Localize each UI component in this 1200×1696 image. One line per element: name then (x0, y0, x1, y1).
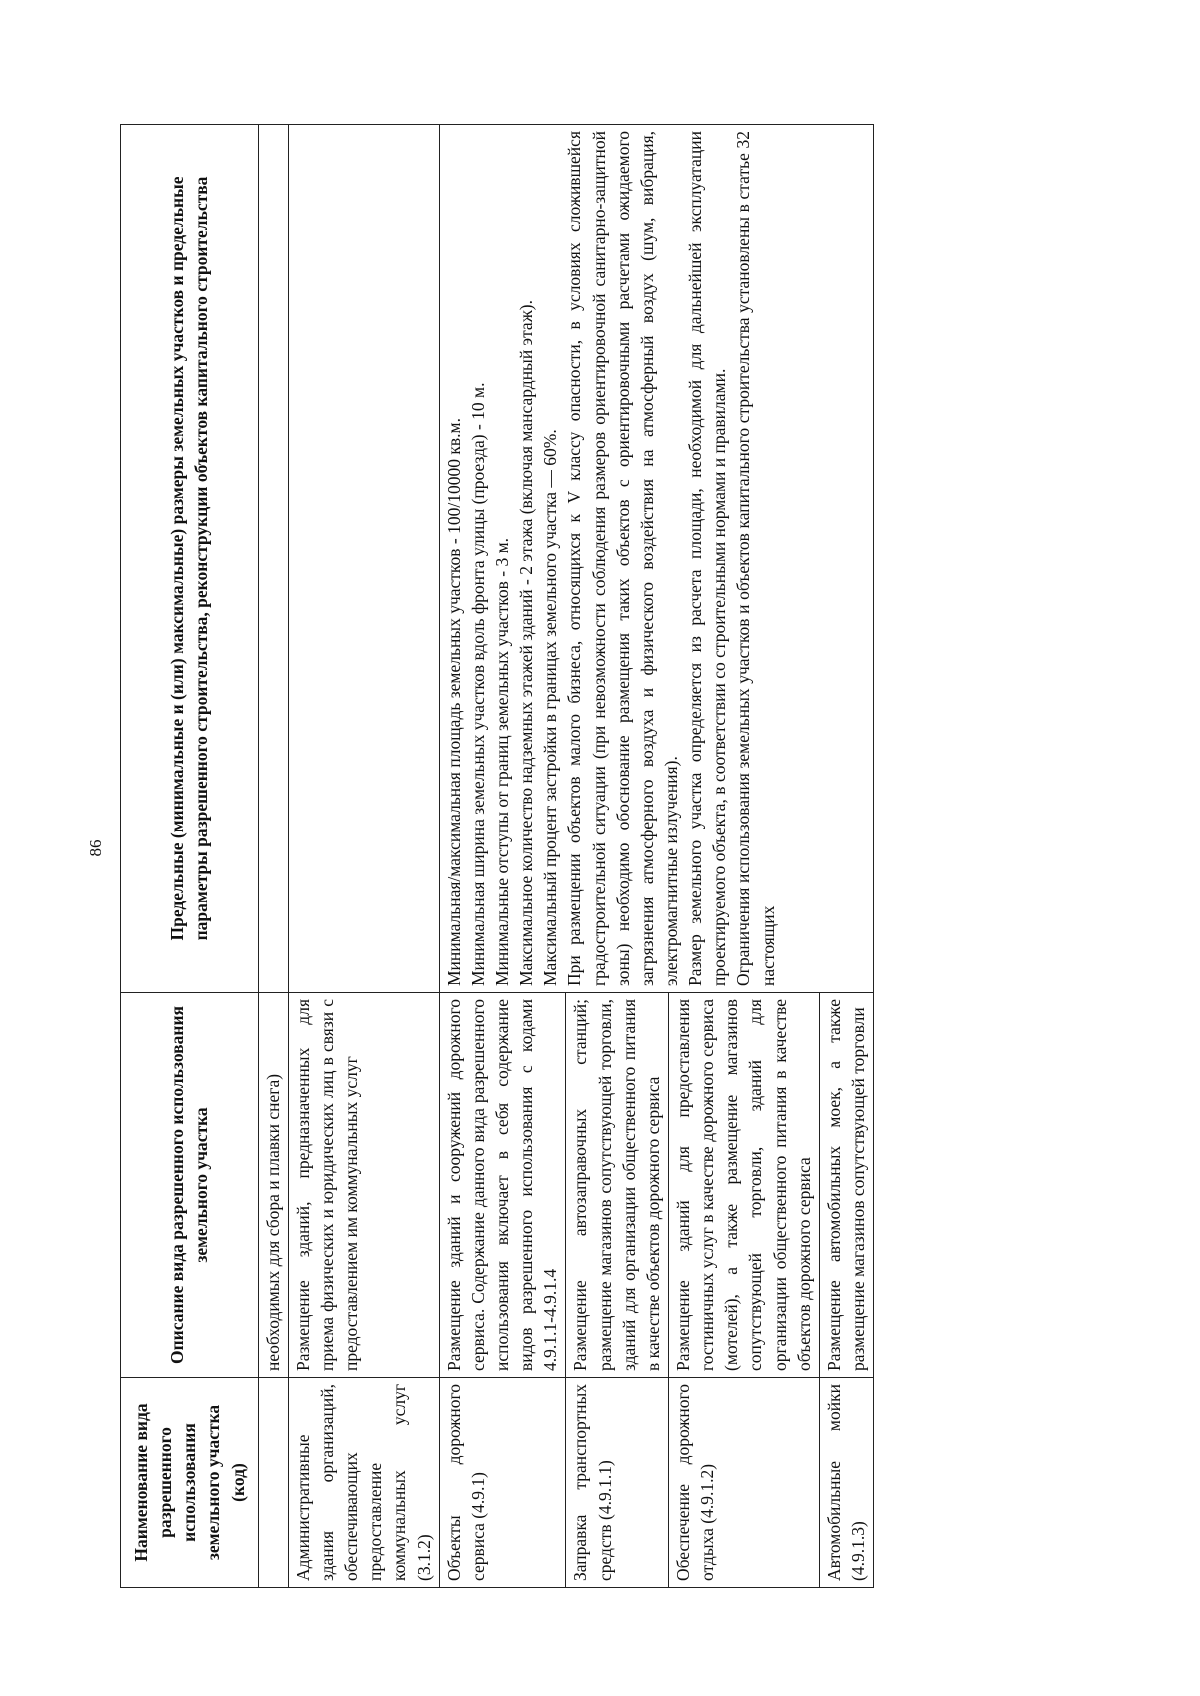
table-row (288, 125, 439, 1588)
row-name-cell: Обеспечение дорожного отдыха (4.9.1.2) (668, 1378, 819, 1588)
page-number: 86 (86, 839, 105, 857)
param-line: Размер земельного участка определяется из расчета площади, необходимой для дальнейшей эксплуатации проектируемого объекта, в соответствии со строительными нормами и правилами. (685, 131, 730, 986)
row-description-cell: Размещение автозаправочных станций; размещение магазинов сопутствующей торговли, зданий для организации общественного питания в качестве объектов дорожного сервиса (566, 993, 669, 1378)
row-name-cell: Объекты дорожного сервиса (4.9.1) (439, 1378, 566, 1588)
row-name-cell: Автомобильные мойки (4.9.1.3) (819, 1378, 873, 1588)
table-header-row (121, 125, 259, 1588)
table-row (258, 125, 288, 1588)
row-params-cell (288, 125, 439, 993)
header-description: Описание вида разрешенного использования земельного участка (121, 993, 259, 1378)
header-params: Предельные (минимальные и (или) максимальные) размеры земельных участков и предельные параметры разрешенного строительства, реконструкции объектов капитального строительства (121, 125, 259, 993)
row-name-cell: Заправка транспортных средств (4.9.1.1) (566, 1378, 669, 1588)
row-name-cell (258, 1378, 288, 1588)
param-line: Ограничения использования земельных участков и объектов капитального строительства установлены в статье 32 настоящих (733, 131, 778, 986)
header-name: Наименование вида разрешенного использования земельного участка (код) (121, 1378, 259, 1588)
params-merged-cell (439, 125, 873, 993)
param-line: Максимальный процент застройки в границах земельного участка — 60%. (540, 429, 561, 986)
row-name-cell: Административные здания организаций, обеспечивающих предоставление коммунальных услуг (3.1.2) (288, 1378, 439, 1588)
row-description-cell: Размещение автомобильных моек, а также размещение магазинов сопутствующей торговли (819, 993, 873, 1378)
param-line: Минимальные отступы от границ земельных участков - 3 м. (491, 537, 512, 986)
table-row (439, 125, 566, 1588)
land-use-table (120, 124, 874, 1588)
param-line: При размещении объектов малого бизнеса, относящихся к V классу опасности, в условиях сложившейся градостроительной ситуации (при невозможности соблюдения размеров ориентировочной санитарно-защитной зоны) необходимо обоснование размещения таких объектов с ориентировочными расчетами ожидаемого загрязнения атмосферного воздуха и физического воздействия на атмосферный воздух (шум, вибрация, электромагнитные излучения). (564, 131, 681, 986)
param-line: Минимальная/максимальная площадь земельных участков - 100/10000 кв.м. (443, 418, 464, 986)
param-line: Максимальное количество надземных этажей зданий - 2 этажа (включая мансардный этаж). (516, 300, 537, 986)
param-line: Минимальная ширина земельных участков вдоль фронта улицы (проезда) - 10 м. (467, 382, 488, 986)
row-description-cell: Размещение зданий и сооружений дорожного сервиса. Содержание данного вида разрешенного использования включает в себя содержание видов разрешенного использования с кодами 4.9.1.1-4.9.1.4 (439, 993, 566, 1378)
row-description-cell: необходимых для сбора и плавки снега) (258, 993, 288, 1378)
row-description-cell: Размещение зданий для предоставления гостиничных услуг в качестве дорожного сервиса (мотелей), а также размещение магазинов сопутствующей торговли, зданий для организации общественного питания в качестве объектов дорожного сервиса (668, 993, 819, 1378)
row-description-cell: Размещение зданий, предназначенных для приема физических и юридических лиц в связи с предоставлением им коммунальных услуг (288, 993, 439, 1378)
row-params-cell (258, 125, 288, 993)
